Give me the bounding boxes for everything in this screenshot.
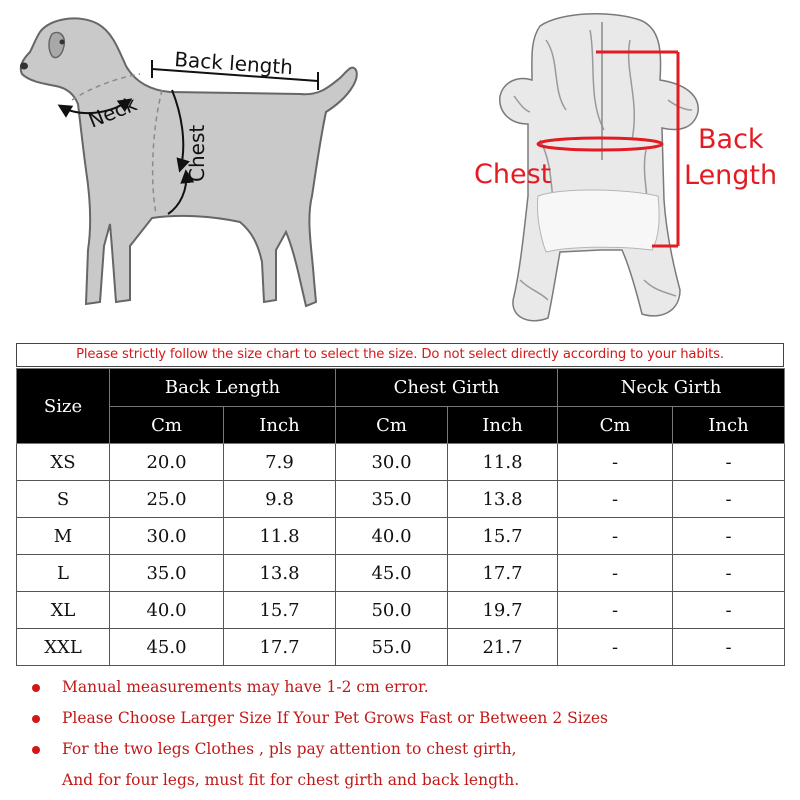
note-item bbox=[28, 672, 788, 703]
back-length-header: Back Length bbox=[110, 369, 336, 407]
table-row bbox=[17, 555, 785, 592]
table-cell: - bbox=[558, 629, 673, 666]
table-cell: - bbox=[558, 555, 673, 592]
table-cell: - bbox=[673, 592, 785, 629]
table-cell: 35.0 bbox=[110, 555, 224, 592]
table-cell: - bbox=[673, 518, 785, 555]
table-cell: 45.0 bbox=[110, 629, 224, 666]
neck-girth-header: Neck Girth bbox=[558, 369, 785, 407]
bullet-icon bbox=[32, 684, 40, 692]
table-row bbox=[17, 444, 785, 481]
table-cell: 20.0 bbox=[110, 444, 224, 481]
bullet-icon bbox=[32, 746, 40, 754]
table-cell: - bbox=[558, 481, 673, 518]
table-cell: - bbox=[673, 444, 785, 481]
table-row bbox=[17, 629, 785, 666]
unit-header: Inch bbox=[673, 407, 785, 444]
note-text: For the two legs Clothes , pls pay attention to chest girth, bbox=[62, 740, 517, 758]
table-cell: 30.0 bbox=[110, 518, 224, 555]
size-cell: M bbox=[17, 518, 110, 555]
coat-length-label: Length bbox=[684, 160, 778, 191]
table-cell: 40.0 bbox=[110, 592, 224, 629]
size-notice: Please strictly follow the size chart to select the size. Do not select directly according to your habits. bbox=[16, 343, 784, 367]
neck-label: Neck bbox=[84, 91, 141, 133]
coat-back-label: Back bbox=[698, 124, 764, 155]
size-cell: XXL bbox=[17, 629, 110, 666]
table-cell: 21.7 bbox=[448, 629, 558, 666]
size-cell: XL bbox=[17, 592, 110, 629]
unit-header: Inch bbox=[224, 407, 336, 444]
unit-header: Inch bbox=[448, 407, 558, 444]
table-cell: 7.9 bbox=[224, 444, 336, 481]
table-cell: - bbox=[558, 518, 673, 555]
table-cell: 50.0 bbox=[336, 592, 448, 629]
table-cell: 17.7 bbox=[448, 555, 558, 592]
table-cell: 35.0 bbox=[336, 481, 448, 518]
table-cell: 11.8 bbox=[224, 518, 336, 555]
table-cell: - bbox=[673, 555, 785, 592]
chest-girth-header: Chest Girth bbox=[336, 369, 558, 407]
coat-chest-label: Chest bbox=[474, 159, 552, 190]
note-item-continued bbox=[28, 765, 788, 796]
table-cell: 11.8 bbox=[448, 444, 558, 481]
table-unit-row bbox=[17, 407, 785, 444]
table-cell: 17.7 bbox=[224, 629, 336, 666]
table-row bbox=[17, 518, 785, 555]
table-cell: 13.8 bbox=[448, 481, 558, 518]
unit-header: Cm bbox=[110, 407, 224, 444]
note-text: And for four legs, must fit for chest girth and back length. bbox=[62, 771, 520, 789]
table-cell: 55.0 bbox=[336, 629, 448, 666]
table-cell: - bbox=[673, 629, 785, 666]
size-cell: S bbox=[17, 481, 110, 518]
size-cell: L bbox=[17, 555, 110, 592]
table-header-row bbox=[17, 369, 785, 407]
table-cell: 19.7 bbox=[448, 592, 558, 629]
note-text: Manual measurements may have 1-2 cm error. bbox=[62, 678, 429, 696]
table-cell: 45.0 bbox=[336, 555, 448, 592]
size-chart-table bbox=[16, 368, 785, 666]
bullet-icon bbox=[32, 715, 40, 723]
table-row bbox=[17, 481, 785, 518]
measurement-illustration bbox=[0, 0, 800, 343]
table-cell: - bbox=[673, 481, 785, 518]
table-cell: 25.0 bbox=[110, 481, 224, 518]
size-notes bbox=[28, 672, 788, 796]
table-cell: 15.7 bbox=[224, 592, 336, 629]
table-cell: 15.7 bbox=[448, 518, 558, 555]
back-length-label: Back length bbox=[173, 47, 294, 80]
unit-header: Cm bbox=[558, 407, 673, 444]
table-cell: 30.0 bbox=[336, 444, 448, 481]
table-cell: 9.8 bbox=[224, 481, 336, 518]
note-item bbox=[28, 734, 788, 765]
table-cell: - bbox=[558, 592, 673, 629]
note-item bbox=[28, 703, 788, 734]
size-cell: XS bbox=[17, 444, 110, 481]
table-row bbox=[17, 592, 785, 629]
table-cell: - bbox=[558, 444, 673, 481]
table-cell: 13.8 bbox=[224, 555, 336, 592]
table-cell: 40.0 bbox=[336, 518, 448, 555]
size-column-header: Size bbox=[17, 369, 110, 444]
chest-label: Chest bbox=[185, 124, 209, 182]
unit-header: Cm bbox=[336, 407, 448, 444]
note-text: Please Choose Larger Size If Your Pet Grows Fast or Between 2 Sizes bbox=[62, 709, 608, 727]
